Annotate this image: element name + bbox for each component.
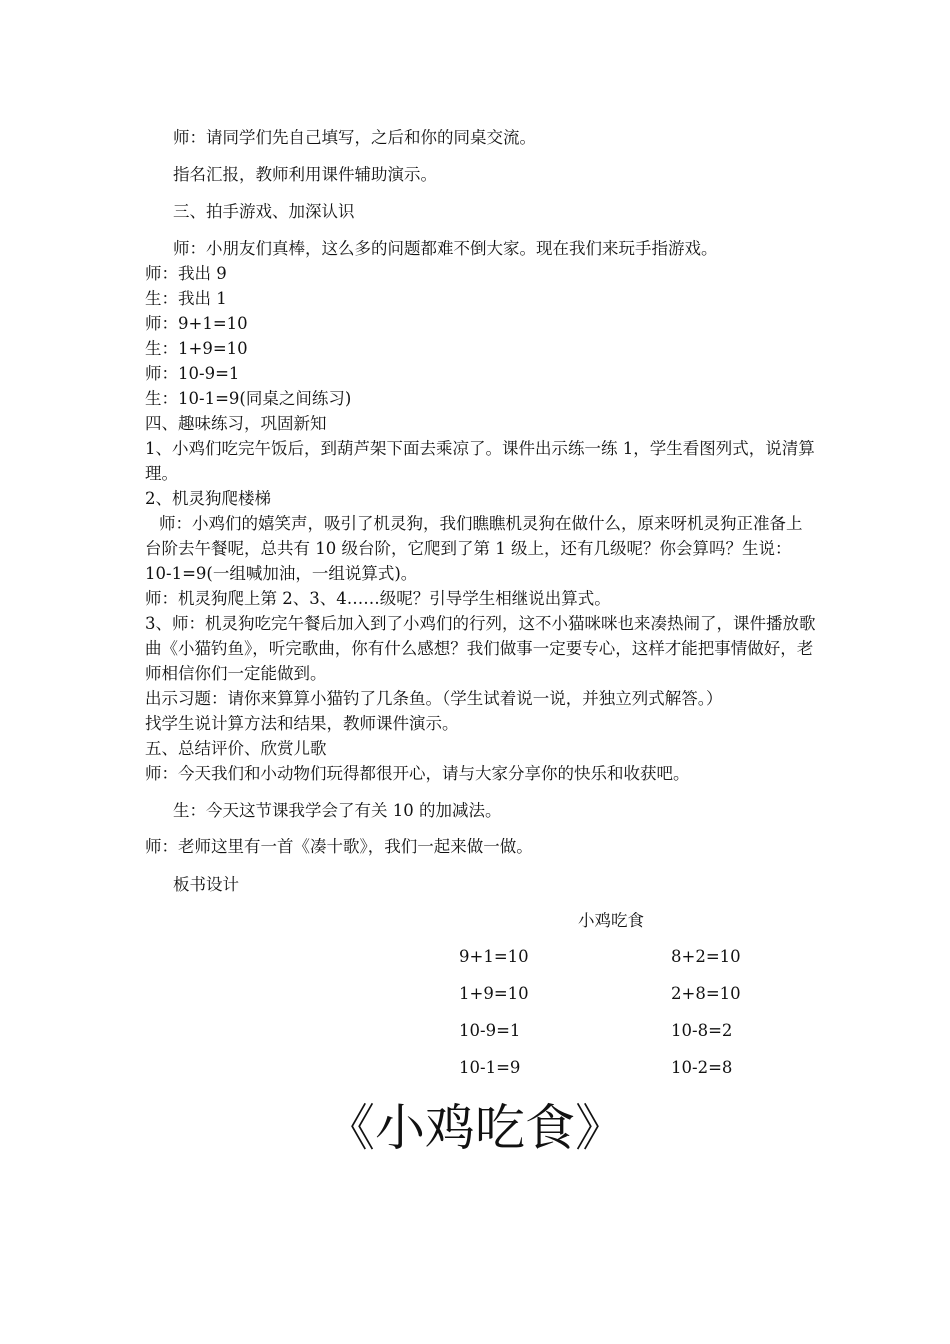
text-line: 指名汇报，教师利用课件辅助演示。: [173, 165, 437, 184]
dialogue-line: 生：今天这节课我学会了有关 10 的加减法。: [173, 801, 502, 820]
dialogue-line: 生：10-1=9(同桌之间练习): [145, 389, 352, 408]
board-title: 小鸡吃食: [578, 911, 644, 930]
dialogue-line: 师：10-9=1: [145, 364, 240, 383]
board-equation: 10-2=8: [671, 1058, 733, 1077]
board-equation: 1+9=10: [459, 984, 529, 1003]
board-equation: 10-1=9: [459, 1058, 521, 1077]
section-heading: 三、拍手游戏、加深认识: [173, 202, 355, 221]
dialogue-line: 师：老师这里有一首《凑十歌》，我们一起来做一做。: [145, 837, 533, 856]
dialogue-line: 师：9+1=10: [145, 314, 248, 333]
dialogue-line: 师：我出 9: [145, 264, 227, 283]
text-line: 师：请同学们先自己填写，之后和你的同桌交流。: [173, 128, 536, 147]
paragraph: 3、师：机灵狗吃完午餐后加入到了小鸡们的行列，这不小猫咪咪也来凑热闹了，课件播放歌曲《小猫钓鱼》，听完歌曲，你有什么感想？我们做事一定要专心，这样才能把事情做好，老师相信你们一定能做到。: [145, 614, 816, 683]
text-line: 找学生说计算方法和结果，教师课件演示。: [145, 714, 459, 733]
text-line: 师：机灵狗爬上第 2、3、4……级呢？引导学生相继说出算式。: [145, 589, 611, 608]
board-equation: 9+1=10: [459, 947, 529, 966]
text-line: 2、机灵狗爬楼梯: [145, 489, 271, 508]
dialogue-line: 生：我出 1: [145, 289, 227, 308]
board-equation: 10-9=1: [459, 1021, 521, 1040]
paragraph: 1、小鸡们吃完午饭后，到葫芦架下面去乘凉了。课件出示练一练 1，学生看图列式，说清算理。: [145, 439, 815, 483]
dialogue-line: 师：今天我们和小动物们玩得都很开心，请与大家分享你的快乐和收获吧。: [145, 764, 690, 783]
text-line: 师：小朋友们真棒，这么多的问题都难不倒大家。现在我们来玩手指游戏。: [173, 239, 718, 258]
paragraph: 师：小鸡们的嬉笑声，吸引了机灵狗，我们瞧瞧机灵狗在做什么，原来呀机灵狗正准备上台阶去午餐呢，总共有 10 级台阶，它爬到了第 1 级上，还有几级呢？你会算吗？生说：10-1=9(一组喊加油，一组说算式)。: [145, 514, 803, 583]
text-line: 板书设计: [173, 875, 239, 894]
board-equation: 8+2=10: [671, 947, 741, 966]
board-equation: 10-8=2: [671, 1021, 733, 1040]
section-heading: 五、总结评价、欣赏儿歌: [145, 739, 327, 758]
board-equation: 2+8=10: [671, 984, 741, 1003]
dialogue-line: 生：1+9=10: [145, 339, 248, 358]
page-title: 《小鸡吃食》: [325, 1099, 625, 1157]
text-line: 出示习题：请你来算算小猫钓了几条鱼。（学生试着说一说，并独立列式解答。）: [145, 689, 723, 708]
section-heading: 四、趣味练习，巩固新知: [145, 414, 327, 433]
